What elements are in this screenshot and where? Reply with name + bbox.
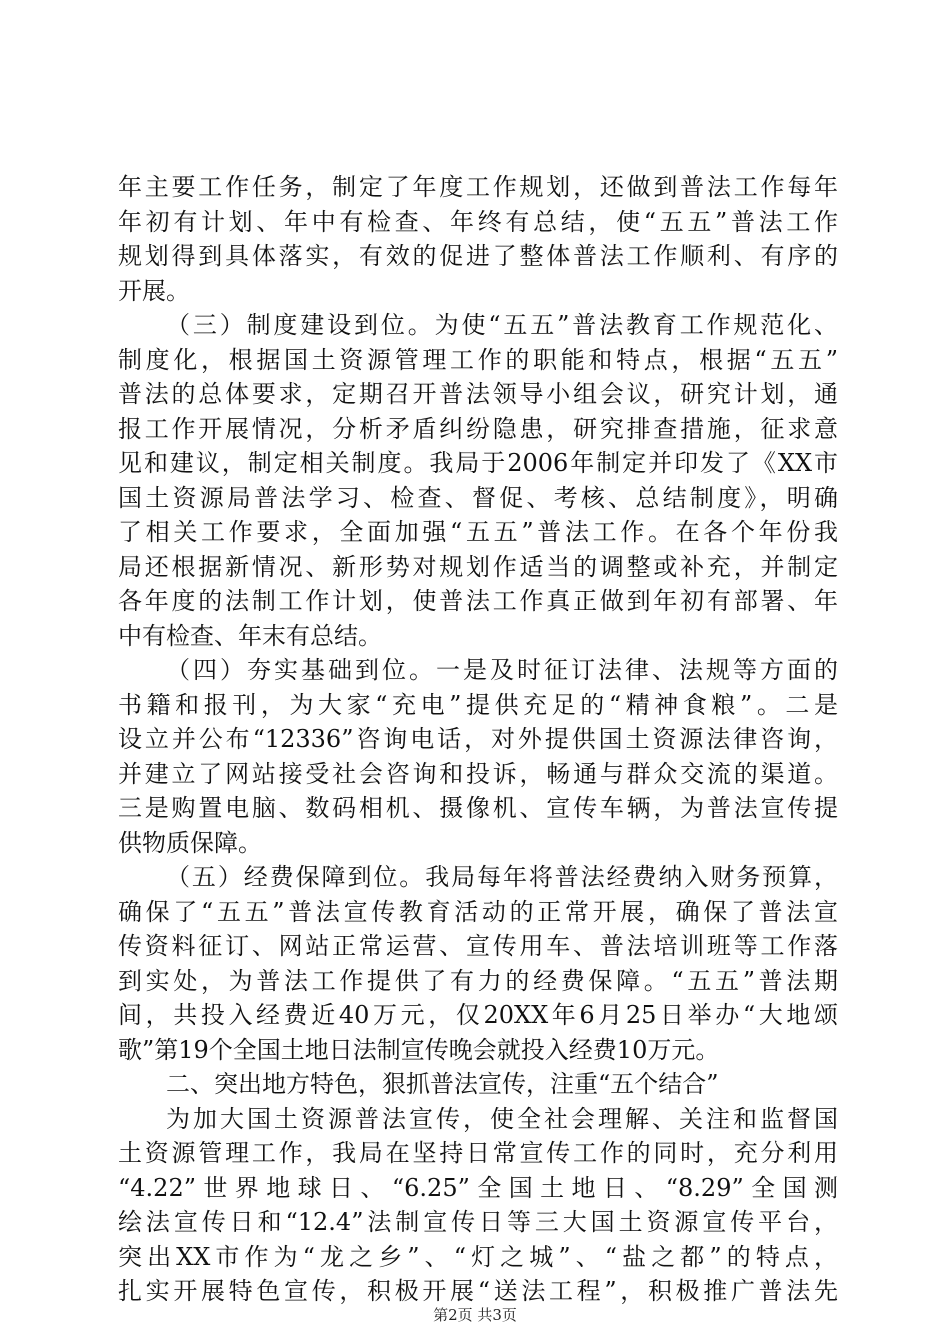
text-line: 确保了“五五”普法宣传教育活动的正常开展，确保了普法宣: [118, 897, 838, 926]
text-line: “4.22”世界地球日、“6.25”全国土地日、“8.29”全国测: [118, 1173, 838, 1202]
text-line: 为加大国土资源普法宣传，使全社会理解、关注和监督国: [166, 1104, 838, 1133]
text-line: 传资料征订、网站正常运营、宣传用车、普法培训班等工作落: [118, 932, 838, 960]
text-line: 设立并公布“12336”咨询电话，对外提供国土资源法律咨询，: [118, 725, 838, 753]
text-line: 间，共投入经费近40万元，仅20XX年6月25日举办“大地颂: [118, 1001, 838, 1029]
text-line: 国土资源局普法学习、检查、督促、考核、总结制度》，明确: [118, 483, 838, 512]
text-line: 见和建议，制定相关制度。我局于2006年制定并印发了《XX市: [118, 449, 838, 477]
page-footer: 第2页 共3页: [433, 1306, 517, 1324]
text-line: 报工作开展情况，分析矛盾纠纷隐患，研究排查措施，征求意: [118, 414, 838, 443]
text-line: 绘法宣传日和“12.4”法制宣传日等三大国土资源宣传平台，: [118, 1208, 838, 1236]
text-line: 规划得到具体落实，有效的促进了整体普法工作顺利、有序的: [118, 242, 838, 270]
text-line: （三）制度建设到位。为使“五五”普法教育工作规范化、: [166, 311, 838, 339]
text-line: 二、突出地方特色，狠抓普法宣传，注重“五个结合”: [166, 1070, 719, 1098]
text-line: 年主要工作任务，制定了年度工作规划，还做到普法工作每年: [118, 173, 838, 201]
text-line: 突出XX市作为“龙之乡”、“灯之城”、“盐之都”的特点，: [118, 1242, 838, 1271]
text-line: 普法的总体要求，定期召开普法领导小组会议，研究计划，通: [118, 380, 838, 408]
text-line: 年初有计划、年中有检查、年终有总结，使“五五”普法工作: [118, 207, 838, 236]
text-line: 土资源管理工作，我局在坚持日常宣传工作的同时，充分利用: [118, 1139, 838, 1167]
text-line: 到实处，为普法工作提供了有力的经费保障。“五五”普法期: [118, 966, 838, 995]
text-line: 扎实开展特色宣传，积极开展“送法工程”，积极推广普法先: [118, 1277, 838, 1305]
text-line: 歌”第19个全国土地日法制宣传晚会就投入经费10万元。: [118, 1035, 720, 1064]
text-line: 书籍和报刊，为大家“充电”提供充足的“精神食粮”。二是: [118, 690, 838, 719]
text-line: 开展。: [118, 276, 190, 305]
text-line: （五）经费保障到位。我局每年将普法经费纳入财务预算，: [166, 863, 838, 891]
text-line: 供物质保障。: [118, 828, 262, 857]
text-line: 制度化，根据国土资源管理工作的职能和特点，根据“五五”: [118, 345, 838, 374]
text-line: 三是购置电脑、数码相机、摄像机、宣传车辆，为普法宣传提: [118, 794, 838, 822]
text-line: 局还根据新情况、新形势对规划作适当的调整或补充，并制定: [118, 552, 838, 581]
text-line: 了相关工作要求，全面加强“五五”普法工作。在各个年份我: [118, 518, 838, 546]
text-line: （四）夯实基础到位。一是及时征订法律、法规等方面的: [166, 656, 838, 684]
document-body: [118, 170, 838, 1309]
text-line: 各年度的法制工作计划，使普法工作真正做到年初有部署、年: [118, 587, 838, 615]
text-line: 并建立了网站接受社会咨询和投诉，畅通与群众交流的渠道。: [118, 759, 838, 788]
text-line: 中有检查、年末有总结。: [118, 621, 382, 650]
